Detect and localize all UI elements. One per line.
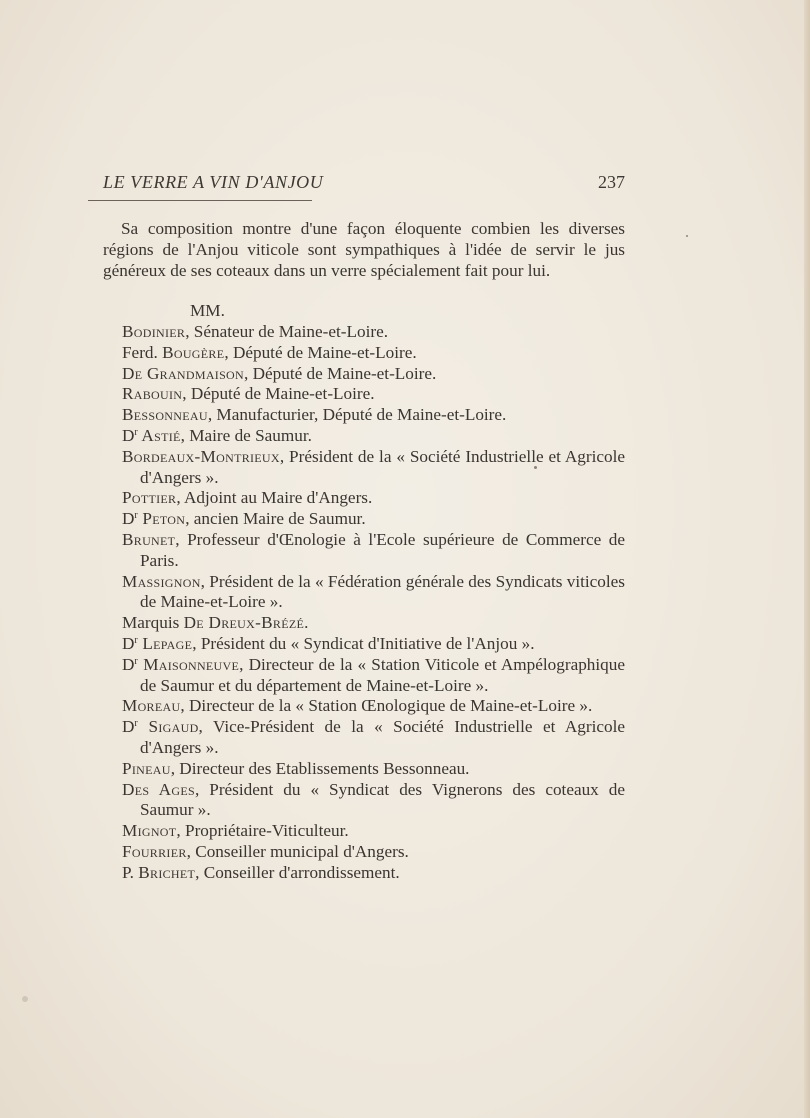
header-rule xyxy=(88,200,312,201)
member-name: Lepage xyxy=(137,633,193,653)
list-item: Marquis De Dreux-Brézé. xyxy=(122,613,309,633)
page-header xyxy=(103,172,625,200)
list-item: Pineau, Directeur des Etablissements Bessonneau. xyxy=(122,758,470,778)
list-item: $D^r$ Peton, ancien Maire de Saumur. xyxy=(122,509,366,529)
member-name: Sigaud xyxy=(137,717,199,737)
list-item: $D^r$ Lepage, Président du « Syndicat d'Initiative de l'Anjou ». xyxy=(122,633,535,653)
paper-speck xyxy=(534,466,537,469)
running-title: LE VERRE A VIN D'ANJOU xyxy=(103,172,324,192)
list-item: Bodinier, Sénateur de Maine-et-Loire. xyxy=(122,322,389,341)
member-name: Pineau xyxy=(122,758,171,778)
list-item: Brunet, Professeur d'Œnologie à l'Ecole supérieure de Commerce de Paris. xyxy=(122,529,625,570)
list-item: Pottier, Adjoint au Maire d'Angers. xyxy=(122,488,373,508)
list-item: Bordeaux-Montrieux, Président de la « Société Industrielle et Agricole d'Angers ». xyxy=(122,446,625,487)
member-list xyxy=(103,322,625,884)
member-name: Brichet xyxy=(138,862,196,882)
list-item: P. Brichet, Conseiller d'arrondissement. xyxy=(122,862,400,882)
member-name: Des Ages xyxy=(122,779,195,799)
list-item: $D^r$ Astié, Maire de Saumur. xyxy=(122,425,312,445)
member-name: De Grandmaison xyxy=(122,363,244,383)
member-name: Massignon xyxy=(122,571,201,591)
member-name: Peton xyxy=(137,509,186,529)
member-name: Brunet xyxy=(122,529,176,549)
list-item: De Grandmaison, Député de Maine-et-Loire. xyxy=(122,363,437,383)
intro-paragraph xyxy=(103,219,625,281)
list-item: $D^r$ Sigaud, Vice-Président de la « Société Industrielle et Agricole d'Angers ». xyxy=(122,717,625,757)
member-name: Astié xyxy=(137,425,181,445)
list-item: Rabouin, Député de Maine-et-Loire. xyxy=(122,384,375,404)
member-name: Bougère xyxy=(162,342,225,362)
list-item: Ferd. Bougère, Député de Maine-et-Loire. xyxy=(122,342,417,362)
list-item: Fourrier, Conseiller municipal d'Angers. xyxy=(122,841,409,861)
member-name: Bodinier xyxy=(122,322,186,341)
list-item: Bessonneau, Manufacturier, Député de Maine-et-Loire. xyxy=(122,405,507,425)
list-item: Massignon, Président de la « Fédération générale des Syndicats viticoles de Maine-et-Loire ». xyxy=(122,571,625,612)
member-name: De Dreux-Brézé xyxy=(183,613,305,633)
page-edge xyxy=(804,0,810,1118)
list-item: Mignot, Propriétaire-Viticulteur. xyxy=(122,821,349,841)
intro-text: Sa composition montre d'une façon éloquente combien les diverses régions de l'Anjou viticole sont sympathiques à l'idée de servir le jus généreux de ses coteaux dans un verre spécialement fait pour lui. xyxy=(103,219,625,280)
list-item: Moreau, Directeur de la « Station Œnologique de Maine-et-Loire ». xyxy=(122,696,593,716)
member-name: Bessonneau xyxy=(122,405,208,425)
page-number: 237 xyxy=(598,172,625,192)
list-item: Des Ages, Président du « Syndicat des Vignerons des coteaux de Saumur ». xyxy=(122,779,625,820)
member-name: Moreau xyxy=(122,696,181,716)
member-name: Pottier xyxy=(122,488,177,508)
list-item: $D^r$ Maisonneuve, Directeur de la « Station Viticole et Ampélographique de Saumur et du département de Maine-et-Loire ». xyxy=(122,654,625,695)
member-name: Maisonneuve xyxy=(137,654,240,674)
paper-speck xyxy=(22,996,28,1002)
member-name: Bordeaux-Montrieux xyxy=(122,446,280,466)
paper-speck xyxy=(686,235,688,237)
member-name: Mignot xyxy=(122,821,177,841)
salutation: MM. xyxy=(190,301,225,320)
member-name: Fourrier xyxy=(122,841,187,861)
member-name: Rabouin xyxy=(122,384,183,404)
